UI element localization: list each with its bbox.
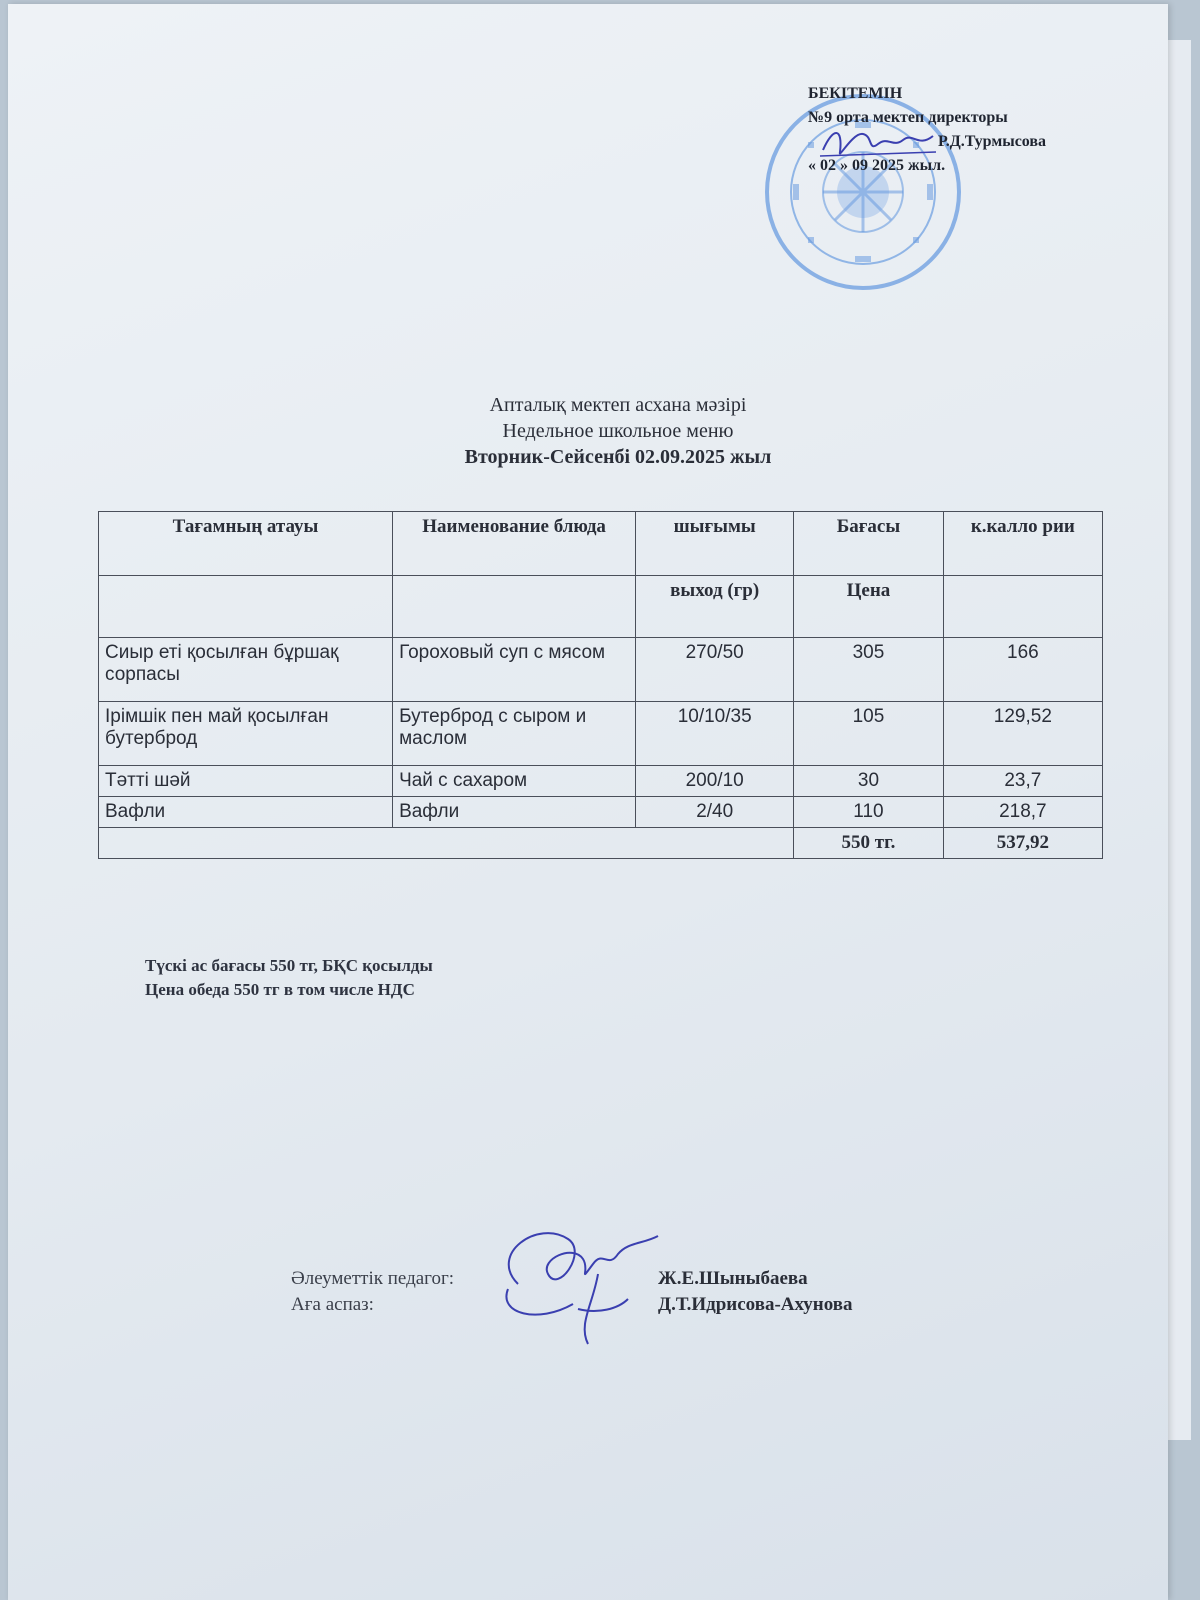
dish-name-kz: Ірімшік пен май қосылған бутерброд <box>99 702 393 766</box>
total-label-empty <box>99 828 794 859</box>
dish-output: 270/50 <box>636 638 794 702</box>
header-kcal: к.калло рии <box>943 512 1102 576</box>
total-row <box>99 828 1103 859</box>
header-price: Бағасы <box>794 512 944 576</box>
total-price: 550 тг. <box>794 828 944 859</box>
approval-date: « 02 » 09 2025 жыл. <box>808 157 946 174</box>
header-sub-empty <box>943 576 1102 638</box>
header-name-kz: Тағамның атауы <box>99 512 393 576</box>
header-output: шығымы <box>636 512 794 576</box>
header-sub-empty <box>99 576 393 638</box>
dish-price: 110 <box>794 797 944 828</box>
dish-kcal: 166 <box>943 638 1102 702</box>
header-output-ru: выход (гр) <box>636 576 794 638</box>
approval-title: БЕКІТЕМІН <box>808 85 903 102</box>
dish-name-ru: Бутерброд с сыром и маслом <box>393 702 636 766</box>
table-row <box>99 797 1103 828</box>
document-page <box>8 4 1168 1600</box>
header-price-ru: Цена <box>794 576 944 638</box>
dish-name-kz: Тәтті шәй <box>99 766 393 797</box>
dish-output: 200/10 <box>636 766 794 797</box>
pedagogue-signature <box>478 1214 668 1354</box>
staff-role: Аға аспаз: <box>291 1294 374 1315</box>
header-row-sub <box>99 576 1103 638</box>
title-ru: Недельное школьное меню <box>502 420 734 442</box>
dish-output: 10/10/35 <box>636 702 794 766</box>
director-name: Р.Д.Турмысова <box>938 133 1047 150</box>
header-sub-empty <box>393 576 636 638</box>
note-ru: Цена обеда 550 тг в том числе НДС <box>145 980 415 999</box>
staff-role: Әлеуметтік педагог: <box>291 1268 455 1289</box>
menu-titles <box>308 392 928 470</box>
dish-name-ru: Вафли <box>393 797 636 828</box>
header-name-ru: Наименование блюда <box>393 512 636 576</box>
note-kz: Түскі ас бағасы 550 тг, БҚС қосылды <box>145 956 433 975</box>
dish-name-kz: Вафли <box>99 797 393 828</box>
dish-kcal: 129,52 <box>943 702 1102 766</box>
dish-name-ru: Гороховый суп с мясом <box>393 638 636 702</box>
dish-output: 2/40 <box>636 797 794 828</box>
table-row <box>99 702 1103 766</box>
table-row <box>99 638 1103 702</box>
staff-name: Д.Т.Идрисова-Ахунова <box>658 1294 853 1315</box>
title-day: Вторник-Сейсенбі 02.09.2025 жыл <box>464 446 772 468</box>
dish-name-ru: Чай с сахаром <box>393 766 636 797</box>
dish-price: 305 <box>794 638 944 702</box>
title-kz: Апталық мектеп асхана мәзірі <box>489 394 747 416</box>
total-kcal: 537,92 <box>943 828 1102 859</box>
dish-price: 105 <box>794 702 944 766</box>
director-signature <box>818 122 938 162</box>
approval-position: №9 орта мектеп директоры <box>808 109 1008 126</box>
dish-kcal: 218,7 <box>943 797 1102 828</box>
price-notes <box>145 954 433 1002</box>
dish-kcal: 23,7 <box>943 766 1102 797</box>
staff-name: Ж.Е.Шыныбаева <box>658 1268 808 1289</box>
header-row <box>99 512 1103 576</box>
dish-name-kz: Сиыр еті қосылған бұршақ сорпасы <box>99 638 393 702</box>
menu-table <box>98 511 1103 859</box>
table-row <box>99 766 1103 797</box>
dish-price: 30 <box>794 766 944 797</box>
